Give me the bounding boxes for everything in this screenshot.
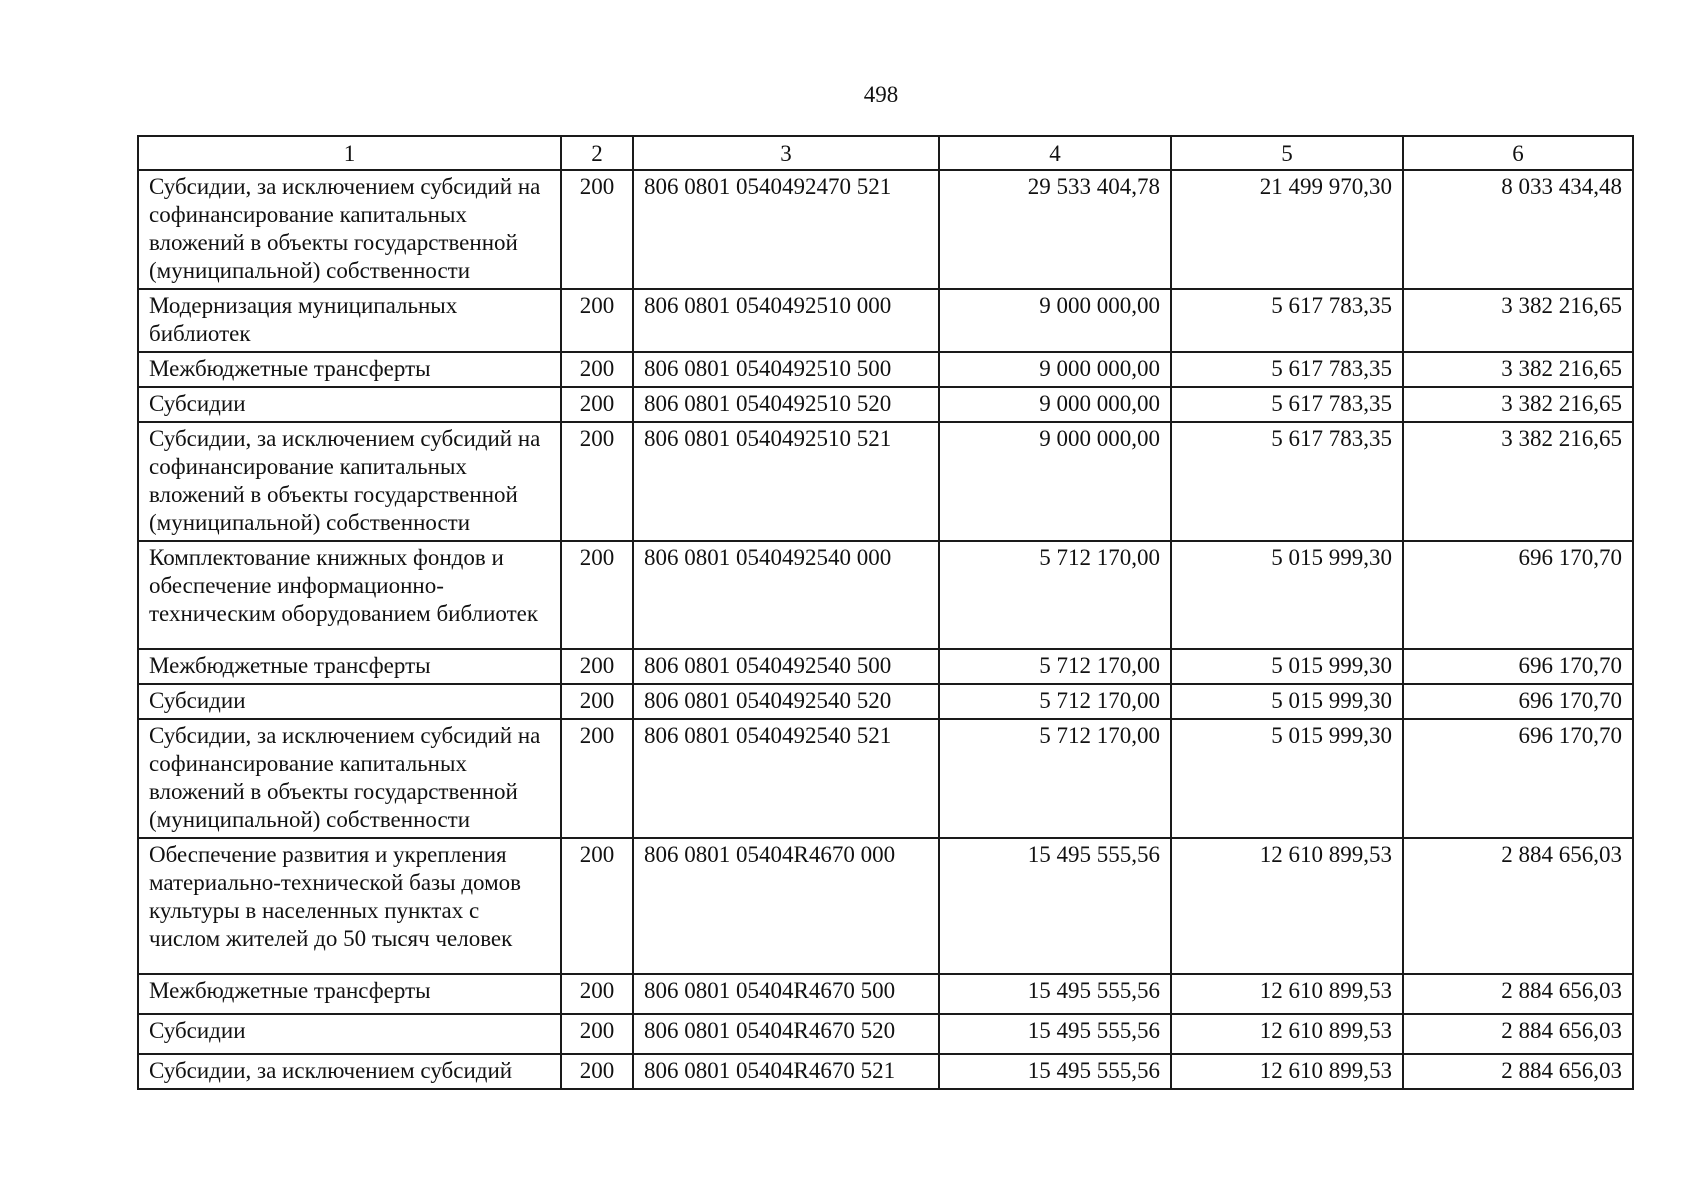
- row-col6: 2 884 656,03: [1403, 838, 1633, 974]
- row-col6: 3 382 216,65: [1403, 289, 1633, 352]
- row-line-code: 200: [561, 649, 633, 684]
- row-line-code: 200: [561, 289, 633, 352]
- row-col4: 9 000 000,00: [939, 387, 1171, 422]
- table-row: [138, 541, 1633, 649]
- row-col5: 5 015 999,30: [1171, 541, 1403, 649]
- row-line-code: 200: [561, 422, 633, 541]
- row-col4: 15 495 555,56: [939, 838, 1171, 974]
- row-col6: 8 033 434,48: [1403, 170, 1633, 289]
- row-line-code: 200: [561, 838, 633, 974]
- row-budget-code: 806 0801 0540492540 000: [633, 541, 939, 649]
- header-cell-3: 3: [633, 136, 939, 170]
- row-name: Субсидии, за исключением субсидий на софинансирование капитальных вложений в объекты государственной (муниципальной) собственности: [138, 719, 561, 838]
- row-col5: 5 617 783,35: [1171, 422, 1403, 541]
- row-col6: 696 170,70: [1403, 541, 1633, 649]
- row-budget-code: 806 0801 05404R4670 500: [633, 974, 939, 1014]
- table-row: [138, 170, 1633, 289]
- row-name: Обеспечение развития и укрепления материально-технической базы домов культуры в населенных пунктах с числом жителей до 50 тысяч человек: [138, 838, 561, 974]
- row-line-code: 200: [561, 974, 633, 1014]
- row-col6: 3 382 216,65: [1403, 352, 1633, 387]
- page-number: 498: [863, 82, 899, 107]
- row-line-code: 200: [561, 1014, 633, 1054]
- row-col4: 5 712 170,00: [939, 649, 1171, 684]
- row-col4: 5 712 170,00: [939, 684, 1171, 719]
- row-col4: 15 495 555,56: [939, 1014, 1171, 1054]
- header-cell-5: 5: [1171, 136, 1403, 170]
- table-row: [138, 387, 1633, 422]
- row-line-code: 200: [561, 387, 633, 422]
- row-line-code: 200: [561, 352, 633, 387]
- row-line-code: 200: [561, 170, 633, 289]
- row-col5: 5 617 783,35: [1171, 289, 1403, 352]
- row-name: Субсидии, за исключением субсидий на софинансирование капитальных вложений в объекты государственной (муниципальной) собственности: [138, 170, 561, 289]
- row-col4: 15 495 555,56: [939, 1054, 1171, 1089]
- row-col4: 5 712 170,00: [939, 719, 1171, 838]
- row-budget-code: 806 0801 0540492540 500: [633, 649, 939, 684]
- row-budget-code: 806 0801 0540492510 000: [633, 289, 939, 352]
- row-col6: 3 382 216,65: [1403, 422, 1633, 541]
- header-cell-4: 4: [939, 136, 1171, 170]
- table-row: [138, 974, 1633, 1014]
- row-col4: 9 000 000,00: [939, 289, 1171, 352]
- row-budget-code: 806 0801 05404R4670 521: [633, 1054, 939, 1089]
- row-col4: 9 000 000,00: [939, 422, 1171, 541]
- row-budget-code: 806 0801 0540492510 500: [633, 352, 939, 387]
- row-col5: 5 015 999,30: [1171, 719, 1403, 838]
- row-col5: 12 610 899,53: [1171, 974, 1403, 1014]
- row-col4: 15 495 555,56: [939, 974, 1171, 1014]
- row-budget-code: 806 0801 05404R4670 520: [633, 1014, 939, 1054]
- row-name: Субсидии: [138, 1014, 561, 1054]
- row-col6: 2 884 656,03: [1403, 1054, 1633, 1089]
- row-name: Субсидии: [138, 387, 561, 422]
- table-row: [138, 1054, 1633, 1089]
- row-col5: 12 610 899,53: [1171, 1054, 1403, 1089]
- row-col4: 29 533 404,78: [939, 170, 1171, 289]
- row-col5: 5 015 999,30: [1171, 684, 1403, 719]
- row-budget-code: 806 0801 0540492470 521: [633, 170, 939, 289]
- row-line-code: 200: [561, 684, 633, 719]
- row-name: Межбюджетные трансферты: [138, 352, 561, 387]
- table-row: [138, 838, 1633, 974]
- row-col6: 2 884 656,03: [1403, 1014, 1633, 1054]
- table-row: [138, 1014, 1633, 1054]
- row-col6: 696 170,70: [1403, 684, 1633, 719]
- row-name: Межбюджетные трансферты: [138, 649, 561, 684]
- row-col5: 12 610 899,53: [1171, 838, 1403, 974]
- table-row: [138, 289, 1633, 352]
- row-name: Субсидии, за исключением субсидий: [138, 1054, 561, 1089]
- row-budget-code: 806 0801 0540492510 521: [633, 422, 939, 541]
- table-row: [138, 649, 1633, 684]
- table-row: [138, 684, 1633, 719]
- row-name: Субсидии, за исключением субсидий на софинансирование капитальных вложений в объекты государственной (муниципальной) собственности: [138, 422, 561, 541]
- row-col6: 696 170,70: [1403, 649, 1633, 684]
- table-row: [138, 352, 1633, 387]
- table-row: [138, 422, 1633, 541]
- row-line-code: 200: [561, 719, 633, 838]
- row-col6: 3 382 216,65: [1403, 387, 1633, 422]
- table-header-row: [138, 136, 1633, 170]
- row-col6: 696 170,70: [1403, 719, 1633, 838]
- row-name: Субсидии: [138, 684, 561, 719]
- row-name: Межбюджетные трансферты: [138, 974, 561, 1014]
- row-col5: 5 015 999,30: [1171, 649, 1403, 684]
- row-budget-code: 806 0801 0540492540 521: [633, 719, 939, 838]
- row-budget-code: 806 0801 05404R4670 000: [633, 838, 939, 974]
- row-line-code: 200: [561, 541, 633, 649]
- row-budget-code: 806 0801 0540492510 520: [633, 387, 939, 422]
- header-cell-1: 1: [138, 136, 561, 170]
- row-col5: 12 610 899,53: [1171, 1014, 1403, 1054]
- row-name: Модернизация муниципальных библиотек: [138, 289, 561, 352]
- row-line-code: 200: [561, 1054, 633, 1089]
- row-col5: 5 617 783,35: [1171, 352, 1403, 387]
- row-col4: 9 000 000,00: [939, 352, 1171, 387]
- row-col6: 2 884 656,03: [1403, 974, 1633, 1014]
- row-name: Комплектование книжных фондов и обеспечение информационно-техническим оборудованием библиотек: [138, 541, 561, 649]
- row-col5: 21 499 970,30: [1171, 170, 1403, 289]
- row-col5: 5 617 783,35: [1171, 387, 1403, 422]
- header-cell-6: 6: [1403, 136, 1633, 170]
- row-budget-code: 806 0801 0540492540 520: [633, 684, 939, 719]
- table-row: [138, 719, 1633, 838]
- budget-table: [137, 135, 1634, 1090]
- header-cell-2: 2: [561, 136, 633, 170]
- row-col4: 5 712 170,00: [939, 541, 1171, 649]
